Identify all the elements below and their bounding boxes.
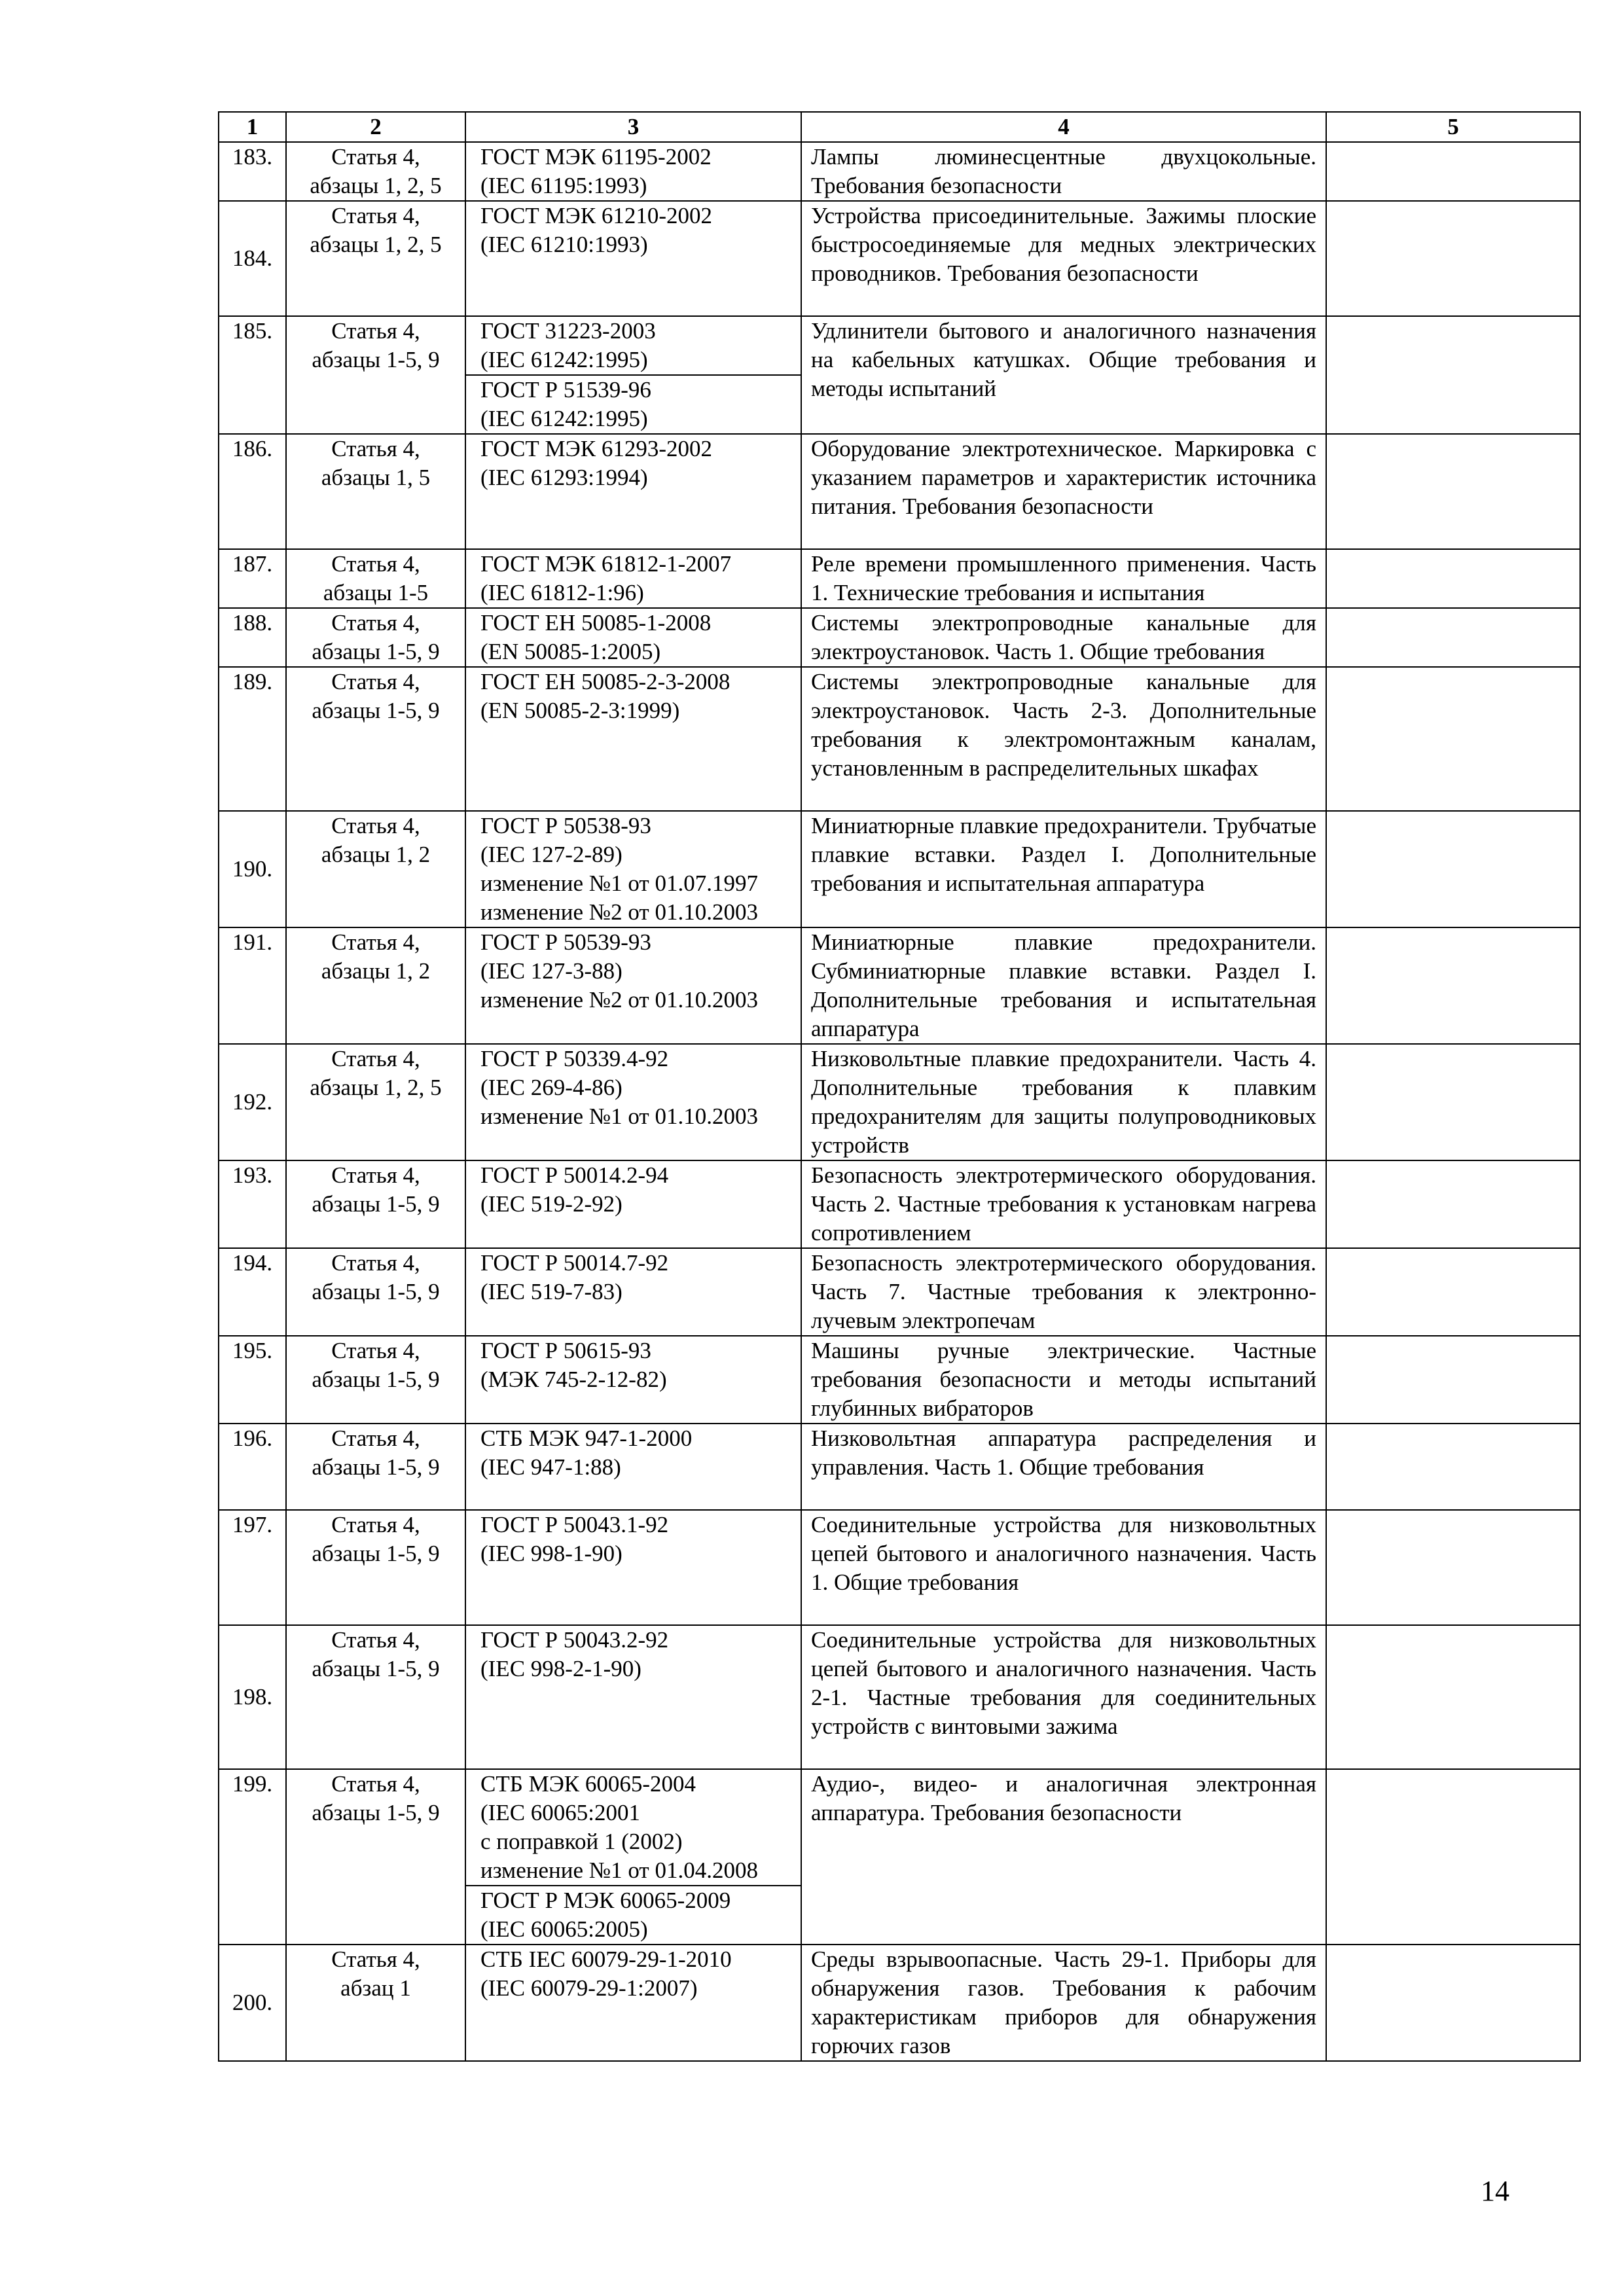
article-line: абзацы 1-5, 9 [312, 1279, 440, 1304]
standard-line: СТБ МЭК 947-1-2000 [480, 1426, 693, 1451]
article-cell [286, 1424, 465, 1510]
article-line: абзацы 1-5, 9 [312, 1656, 440, 1681]
article-line: Статья 4, [331, 551, 420, 577]
article-cell [286, 142, 465, 201]
note-cell [1326, 316, 1580, 434]
standard-line: (IEC 61293:1994) [480, 465, 648, 490]
table-row [219, 1044, 1580, 1160]
article-line: Статья 4, [331, 144, 420, 170]
standards-table [218, 111, 1581, 2062]
standard-entry [466, 668, 801, 725]
header-col-4: 4 [801, 112, 1326, 142]
article-line: абзацы 1-5, 9 [312, 698, 440, 723]
standard-cell [465, 1160, 801, 1248]
table-row [219, 434, 1580, 549]
note-cell [1326, 1248, 1580, 1336]
description-cell: Среды взрывоопасные. Часть 29-1. Приборы для обнаружения газов. Требования к рабочим характеристикам приборов для обнаружения горючих газов [801, 1945, 1326, 2061]
article-line: Статья 4, [331, 436, 420, 461]
article-line: Статья 4, [331, 1946, 420, 1972]
article-line: Статья 4, [331, 813, 420, 838]
row-number: 195. [219, 1336, 286, 1424]
standard-entry [466, 609, 801, 666]
standard-cell [465, 434, 801, 549]
standard-cell [465, 316, 801, 434]
row-number: 186. [219, 434, 286, 549]
description-cell: Устройства присоединительные. Зажимы плоские быстросоединяемые для медных электрических проводников. Требования безопасности [801, 201, 1326, 316]
standard-line: ГОСТ Р 50615-93 [480, 1338, 651, 1363]
standard-line: (IEC 519-7-83) [480, 1279, 623, 1304]
standard-line: (IEC 998-1-90) [480, 1541, 623, 1566]
standard-entry [466, 1945, 801, 2003]
article-line: абзацы 1-5, 9 [312, 1800, 440, 1825]
article-line: абзацы 1-5, 9 [312, 639, 440, 664]
article-cell [286, 1625, 465, 1769]
standard-line: (IEC 127-2-89) [480, 842, 623, 867]
article-line: абзацы 1, 2, 5 [310, 232, 442, 257]
standard-cell [465, 1510, 801, 1625]
table-row [219, 1769, 1580, 1945]
standard-entry [466, 1770, 801, 1885]
row-number: 189. [219, 667, 286, 811]
table-body [219, 142, 1580, 2061]
standard-line: (IEC 519-2-92) [480, 1191, 623, 1217]
article-cell [286, 1248, 465, 1336]
standard-line: ГОСТ ЕН 50085-1-2008 [480, 610, 712, 636]
article-line: Статья 4, [331, 1338, 420, 1363]
description-cell: Соединительные устройства для низковольтных цепей бытового и аналогичного назначения. Часть 1. Общие требования [801, 1510, 1326, 1625]
table-row [219, 667, 1580, 811]
standard-line: (IEC 61242:1995) [480, 347, 648, 372]
description-cell: Реле времени промышленного применения. Часть 1. Технические требования и испытания [801, 549, 1326, 608]
description-cell: Миниатюрные плавкие предохранители. Субминиатюрные плавкие вставки. Раздел I. Дополнительные требования и испытательная аппаратура [801, 927, 1326, 1044]
table-row [219, 608, 1580, 667]
header-col-1: 1 [219, 112, 286, 142]
page-number: 14 [1481, 2175, 1509, 2207]
row-number: 197. [219, 1510, 286, 1625]
row-number: 199. [219, 1769, 286, 1945]
standard-line: ГОСТ Р 50538-93 [480, 813, 651, 838]
note-cell [1326, 1945, 1580, 2061]
article-cell [286, 1945, 465, 2061]
table-row [219, 1160, 1580, 1248]
standard-entry [466, 1424, 801, 1482]
note-cell [1326, 1769, 1580, 1945]
description-cell: Оборудование электротехническое. Маркировка с указанием параметров и характеристик источника питания. Требования безопасности [801, 434, 1326, 549]
standard-line: (IEC 61242:1995) [480, 406, 648, 431]
article-cell [286, 1044, 465, 1160]
standard-line: изменение №1 от 01.07.1997 [480, 870, 758, 896]
article-line: Статья 4, [331, 1046, 420, 1071]
article-line: абзацы 1-5, 9 [312, 1367, 440, 1392]
standard-line: изменение №1 от 01.10.2003 [480, 1103, 758, 1129]
standard-cell [465, 667, 801, 811]
standard-line: ГОСТ 31223-2003 [480, 318, 656, 344]
standard-line: (IEC 998-2-1-90) [480, 1656, 641, 1681]
note-cell [1326, 142, 1580, 201]
description-cell: Удлинители бытового и аналогичного назначения на кабельных катушках. Общие требования и методы испытаний [801, 316, 1326, 434]
row-number: 193. [219, 1160, 286, 1248]
table-row [219, 1248, 1580, 1336]
row-number: 185. [219, 316, 286, 434]
standard-line: (IEC 60065:2001 [480, 1800, 641, 1825]
standard-cell [465, 1945, 801, 2061]
article-cell [286, 1769, 465, 1945]
standard-line: СТБ МЭК 60065-2004 [480, 1771, 696, 1797]
standard-line: (IEC 61210:1993) [480, 232, 648, 257]
note-cell [1326, 667, 1580, 811]
article-line: абзацы 1-5, 9 [312, 1454, 440, 1480]
standard-line: ГОСТ Р МЭК 60065-2009 [480, 1888, 731, 1913]
standard-entry [466, 550, 801, 607]
row-number: 184. [219, 201, 286, 316]
table-row [219, 1625, 1580, 1769]
article-line: абзацы 1, 2, 5 [310, 1075, 442, 1100]
standard-cell [465, 549, 801, 608]
article-line: Статья 4, [331, 1771, 420, 1797]
table-row [219, 1336, 1580, 1424]
standard-entry [466, 202, 801, 259]
standard-cell [465, 142, 801, 201]
standard-line: изменение №2 от 01.10.2003 [480, 987, 758, 1013]
standard-cell [465, 927, 801, 1044]
standard-line: ГОСТ ЕН 50085-2-3-2008 [480, 669, 731, 694]
standard-line: ГОСТ МЭК 61210-2002 [480, 203, 713, 228]
article-line: абзацы 1-5, 9 [312, 1191, 440, 1217]
standard-line: ГОСТ МЭК 61812-1-2007 [480, 551, 732, 577]
standard-entry [466, 1626, 801, 1683]
article-line: абзацы 1-5, 9 [312, 1541, 440, 1566]
table-row [219, 142, 1580, 201]
header-col-3: 3 [465, 112, 801, 142]
row-number: 194. [219, 1248, 286, 1336]
row-number: 187. [219, 549, 286, 608]
article-line: Статья 4, [331, 1426, 420, 1451]
description-cell: Лампы люминесцентные двухцокольные. Требования безопасности [801, 142, 1326, 201]
standard-entry [466, 1885, 801, 1944]
standard-line: (EN 50085-1:2005) [480, 639, 661, 664]
standard-line: (IEC 127-3-88) [480, 958, 623, 984]
standard-line: изменение №1 от 01.04.2008 [480, 1857, 758, 1883]
standard-line: (IEC 947-1:88) [480, 1454, 621, 1480]
standard-line: ГОСТ Р 50043.1-92 [480, 1512, 669, 1537]
description-cell: Низковольтная аппаратура распределения и управления. Часть 1. Общие требования [801, 1424, 1326, 1510]
article-line: Статья 4, [331, 1162, 420, 1188]
article-line: Статья 4, [331, 318, 420, 344]
standard-line: ГОСТ Р 50014.7-92 [480, 1250, 669, 1276]
note-cell [1326, 811, 1580, 927]
standard-line: (IEC 269-4-86) [480, 1075, 623, 1100]
description-cell: Системы электропроводные канальные для электроустановок. Часть 1. Общие требования [801, 608, 1326, 667]
article-line: абзацы 1, 5 [321, 465, 431, 490]
article-line: абзацы 1, 2, 5 [310, 173, 442, 198]
standard-cell [465, 201, 801, 316]
standard-line: (IEC 60065:2005) [480, 1916, 648, 1942]
row-number: 196. [219, 1424, 286, 1510]
note-cell [1326, 1336, 1580, 1424]
standard-line: (IEC 60079-29-1:2007) [480, 1975, 698, 2001]
row-number: 192. [219, 1044, 286, 1160]
table-row [219, 201, 1580, 316]
standard-line: ГОСТ Р 50014.2-94 [480, 1162, 669, 1188]
standard-line: изменение №2 от 01.10.2003 [480, 899, 758, 925]
note-cell [1326, 549, 1580, 608]
standard-cell [465, 1248, 801, 1336]
row-number: 200. [219, 1945, 286, 2061]
standard-line: ГОСТ МЭК 61195-2002 [480, 144, 712, 170]
standard-line: ГОСТ Р 50339.4-92 [480, 1046, 669, 1071]
standard-entry [466, 1249, 801, 1306]
row-number: 183. [219, 142, 286, 201]
article-line: абзацы 1-5 [323, 580, 429, 605]
row-number: 190. [219, 811, 286, 927]
standard-entry [466, 812, 801, 927]
article-cell [286, 667, 465, 811]
description-cell: Системы электропроводные канальные для электроустановок. Часть 2-3. Дополнительные требования к электромонтажным каналам, установленным в распределительных шкафах [801, 667, 1326, 811]
article-cell [286, 608, 465, 667]
article-line: Статья 4, [331, 1627, 420, 1653]
article-cell [286, 316, 465, 434]
standard-cell [465, 1769, 801, 1945]
table-row [219, 1945, 1580, 2061]
standard-line: ГОСТ Р 51539-96 [480, 377, 651, 403]
description-cell: Безопасность электротермического оборудования. Часть 2. Частные требования к установкам нагрева сопротивлением [801, 1160, 1326, 1248]
article-line: Статья 4, [331, 610, 420, 636]
row-number: 188. [219, 608, 286, 667]
description-cell: Аудио-, видео- и аналогичная электронная аппаратура. Требования безопасности [801, 1769, 1326, 1945]
note-cell [1326, 1160, 1580, 1248]
table-row [219, 549, 1580, 608]
description-cell: Машины ручные электрические. Частные требования безопасности и методы испытаний глубинных вибраторов [801, 1336, 1326, 1424]
article-cell [286, 201, 465, 316]
note-cell [1326, 1424, 1580, 1510]
standard-entry [466, 317, 801, 374]
standard-entry [466, 374, 801, 433]
standard-entry [466, 1161, 801, 1219]
standard-line: (IEC 61812-1:96) [480, 580, 644, 605]
article-line: абзацы 1, 2 [321, 842, 431, 867]
article-cell [286, 811, 465, 927]
note-cell [1326, 1510, 1580, 1625]
article-cell [286, 927, 465, 1044]
header-col-5: 5 [1326, 112, 1580, 142]
article-line: Статья 4, [331, 203, 420, 228]
table-row [219, 1510, 1580, 1625]
standard-cell [465, 608, 801, 667]
standard-line: СТБ IEC 60079-29-1-2010 [480, 1946, 732, 1972]
standard-cell [465, 1044, 801, 1160]
article-cell [286, 1510, 465, 1625]
note-cell [1326, 1625, 1580, 1769]
standard-line: ГОСТ Р 50043.2-92 [480, 1627, 669, 1653]
standard-entry [466, 435, 801, 492]
article-line: Статья 4, [331, 929, 420, 955]
table-row [219, 927, 1580, 1044]
article-line: Статья 4, [331, 1250, 420, 1276]
standard-entry [466, 143, 801, 200]
standard-entry [466, 1045, 801, 1131]
article-line: абзацы 1-5, 9 [312, 347, 440, 372]
standard-line: с поправкой 1 (2002) [480, 1829, 683, 1854]
article-line: Статья 4, [331, 1512, 420, 1537]
note-cell [1326, 201, 1580, 316]
table-row [219, 1424, 1580, 1510]
article-line: Статья 4, [331, 669, 420, 694]
description-cell: Соединительные устройства для низковольтных цепей бытового и аналогичного назначения. Часть 2-1. Частные требования для соединительных устройств с винтовыми зажима [801, 1625, 1326, 1769]
description-cell: Миниатюрные плавкие предохранители. Трубчатые плавкие вставки. Раздел I. Дополнительные требования и испытательная аппаратура [801, 811, 1326, 927]
article-line: абзацы 1, 2 [321, 958, 431, 984]
article-cell [286, 549, 465, 608]
note-cell [1326, 608, 1580, 667]
header-row [219, 112, 1580, 142]
note-cell [1326, 1044, 1580, 1160]
standard-line: (IEC 61195:1993) [480, 173, 647, 198]
standard-line: (EN 50085-2-3:1999) [480, 698, 680, 723]
standard-cell [465, 811, 801, 927]
table-row [219, 316, 1580, 434]
standard-cell [465, 1424, 801, 1510]
standard-entry [466, 1511, 801, 1568]
description-cell: Безопасность электротермического оборудования. Часть 7. Частные требования к электронно-лучевым электропечам [801, 1248, 1326, 1336]
description-cell: Низковольтные плавкие предохранители. Часть 4. Дополнительные требования к плавким предохранителям для защиты полупроводниковых устройств [801, 1044, 1326, 1160]
standard-cell [465, 1625, 801, 1769]
header-col-2: 2 [286, 112, 465, 142]
table-row [219, 811, 1580, 927]
article-cell [286, 1336, 465, 1424]
standard-cell [465, 1336, 801, 1424]
note-cell [1326, 927, 1580, 1044]
standard-entry [466, 928, 801, 1014]
row-number: 198. [219, 1625, 286, 1769]
article-cell [286, 1160, 465, 1248]
article-line: абзац 1 [340, 1975, 411, 2001]
article-cell [286, 434, 465, 549]
standard-line: (МЭК 745-2-12-82) [480, 1367, 667, 1392]
note-cell [1326, 434, 1580, 549]
standard-line: ГОСТ Р 50539-93 [480, 929, 651, 955]
standard-entry [466, 1336, 801, 1394]
standard-line: ГОСТ МЭК 61293-2002 [480, 436, 713, 461]
row-number: 191. [219, 927, 286, 1044]
